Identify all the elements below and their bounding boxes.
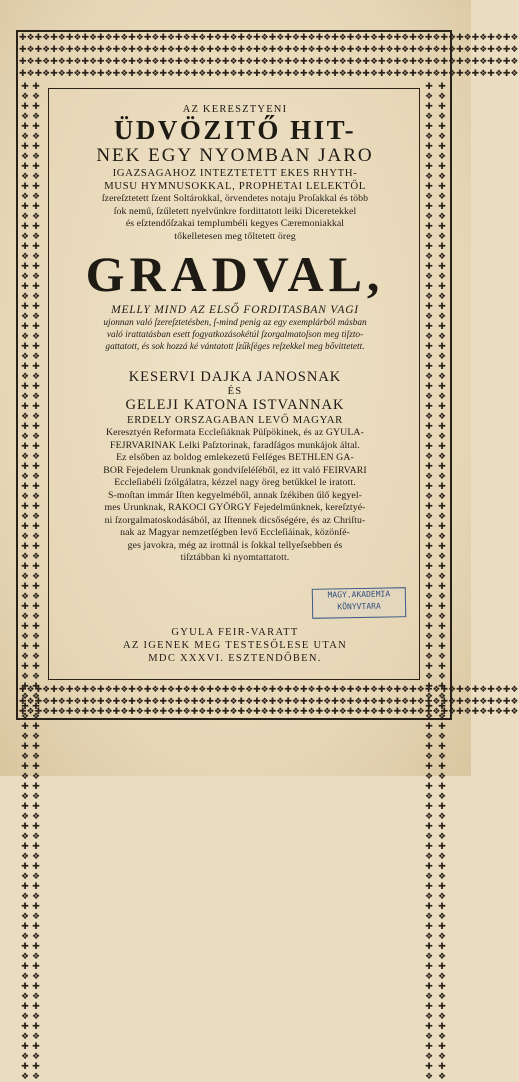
subtitle-line-1: IGAZSAGAHOZ INTEZTETETT EKES RHYTH- (112, 167, 358, 179)
italic-line: ujonnan való ſzereſztetésben, ſ-mind penig az egy exemplárból másban (103, 318, 367, 328)
author-line-1: KESERVI DAJKA JANOSNAK (128, 369, 342, 385)
italic-line: való irattatásban esett fogyatkozásokétúl ſzorgalmatoſson meg tiſzto- (106, 330, 364, 340)
conjunction: ÉS (227, 386, 243, 397)
library-stamp (312, 587, 407, 619)
body-line: nak az Magyar nemzetſégben levő Eccleſiáinak, közönſé- (120, 527, 350, 538)
ornament-band-right-2: ✚❖✚❖✚❖✚❖✚❖✚❖✚❖✚❖✚❖✚❖✚❖✚❖✚❖✚❖✚❖✚❖✚❖✚❖✚❖✚❖✚❖✚❖✚❖✚❖✚❖✚❖✚❖✚❖✚❖✚❖✚❖✚❖✚❖✚❖✚❖✚❖✚❖✚❖✚❖✚❖✚❖✚❖✚❖✚❖✚❖✚❖✚❖✚❖✚❖✚❖ (437, 82, 447, 1082)
caps-line: ERDELY ORSZAGABAN LEVŐ MAGYAR (127, 414, 343, 426)
ornament-band-left-1: ✚❖✚❖✚❖✚❖✚❖✚❖✚❖✚❖✚❖✚❖✚❖✚❖✚❖✚❖✚❖✚❖✚❖✚❖✚❖✚❖✚❖✚❖✚❖✚❖✚❖✚❖✚❖✚❖✚❖✚❖✚❖✚❖✚❖✚❖✚❖✚❖✚❖✚❖✚❖✚❖✚❖✚❖✚❖✚❖✚❖✚❖✚❖✚❖✚❖✚❖ (20, 82, 30, 1082)
ornament-band-right-1: ✚❖✚❖✚❖✚❖✚❖✚❖✚❖✚❖✚❖✚❖✚❖✚❖✚❖✚❖✚❖✚❖✚❖✚❖✚❖✚❖✚❖✚❖✚❖✚❖✚❖✚❖✚❖✚❖✚❖✚❖✚❖✚❖✚❖✚❖✚❖✚❖✚❖✚❖✚❖✚❖✚❖✚❖✚❖✚❖✚❖✚❖✚❖✚❖✚❖✚❖ (424, 82, 434, 1082)
body-line: mes Urunknak, RAKOCI GYÖRGY Fejedelműnknek, kereſztyé- (104, 502, 366, 513)
main-word-gradual: GRADVAL, (85, 246, 385, 302)
ornament-band-left-2: ✚❖✚❖✚❖✚❖✚❖✚❖✚❖✚❖✚❖✚❖✚❖✚❖✚❖✚❖✚❖✚❖✚❖✚❖✚❖✚❖✚❖✚❖✚❖✚❖✚❖✚❖✚❖✚❖✚❖✚❖✚❖✚❖✚❖✚❖✚❖✚❖✚❖✚❖✚❖✚❖✚❖✚❖✚❖✚❖✚❖✚❖✚❖✚❖✚❖✚❖ (31, 82, 41, 1082)
ornament-band-bottom-1: ✚❖✚❖✚❖✚❖✚❖✚❖✚❖✚❖✚❖✚❖✚❖✚❖✚❖✚❖✚❖✚❖✚❖✚❖✚❖✚❖✚❖✚❖✚❖✚❖✚❖✚❖✚❖✚❖✚❖✚❖✚❖✚❖ (19, 685, 519, 695)
body-line: BOR Fejedelem Urunknak gondviſeléſéből, ez itt való FEIRVARI (103, 464, 367, 476)
body-line: tiſztábban ki nyomtattatott. (180, 552, 290, 563)
main-title-line-2: NEK EGY NYOMBAN JARO (96, 145, 374, 166)
title-text-block (56, 104, 414, 565)
author-line-2: GELEJI KATONA ISTVANNAK (125, 397, 345, 413)
stamp-line-2: KÖNYVTARA (337, 601, 381, 612)
italic-caps-line: MELLY MIND AZ ELSŐ FORDITASBAN VAGI (111, 304, 359, 316)
body-line: tőkelletesen meg tőltetett öreg (174, 230, 296, 242)
body-line: Eccleſiabéli ſzólgálatra, kézzel nagy öreg betűkkel le iratott. (114, 477, 356, 488)
stamp-line-1: MAGY.AKADEMIA (327, 589, 391, 600)
ornament-band-top-outer: ✚❖✚❖✚❖✚❖✚❖✚❖✚❖✚❖✚❖✚❖✚❖✚❖✚❖✚❖✚❖✚❖✚❖✚❖✚❖✚❖✚❖✚❖✚❖✚❖✚❖✚❖✚❖✚❖✚❖✚❖✚❖✚❖ (19, 33, 519, 43)
imprint-block (56, 626, 414, 665)
body-line: FEJRVARINAK Lelki Paſztorinak, faradſágos munkájok által. (110, 439, 360, 451)
heading-small: AZ KERESZTYENI (182, 104, 288, 115)
body-line: S-moſtan immár Iſten kegyelméből, annak ſzékiben űlő kegyel- (107, 489, 363, 501)
italic-line: gattatott, és sok hozzá ké vántatott ſzűkſéges reſzekkel meg bővittetett. (105, 342, 365, 352)
body-line: ſzereſztetett ſzent Soltárokkal, örvendetes notaju Proſakkal és több (101, 193, 369, 204)
body-line: Keresztyén Reformata Eccleſiáknak Püſpökinek, és az GYULA- (106, 427, 364, 438)
ornament-band-top-4: ✚❖✚❖✚❖✚❖✚❖✚❖✚❖✚❖✚❖✚❖✚❖✚❖✚❖✚❖✚❖✚❖✚❖✚❖✚❖✚❖✚❖✚❖✚❖✚❖✚❖✚❖✚❖✚❖✚❖✚❖✚❖✚❖ (19, 69, 519, 79)
body-line: ſok nemű, ſzűletett nyelvűnkre fordittatott leiki Diceretekkel (113, 205, 357, 217)
main-title-line-1: ÜDVÖZITŐ HIT- (113, 115, 357, 145)
ornament-band-top-3: ✚❖✚❖✚❖✚❖✚❖✚❖✚❖✚❖✚❖✚❖✚❖✚❖✚❖✚❖✚❖✚❖✚❖✚❖✚❖✚❖✚❖✚❖✚❖✚❖✚❖✚❖✚❖✚❖✚❖✚❖✚❖✚❖ (19, 57, 519, 67)
ornament-band-top-2: ✚❖✚❖✚❖✚❖✚❖✚❖✚❖✚❖✚❖✚❖✚❖✚❖✚❖✚❖✚❖✚❖✚❖✚❖✚❖✚❖✚❖✚❖✚❖✚❖✚❖✚❖✚❖✚❖✚❖✚❖✚❖✚❖ (19, 45, 519, 55)
imprint-year: MDC XXXVI. ESZTENDŐBEN. (148, 653, 322, 664)
subtitle-line-2: MUSU HYMNUSOKKAL, PROPHETAI LELEKTŐL (104, 180, 366, 192)
ornament-band-bottom-2: ✚❖✚❖✚❖✚❖✚❖✚❖✚❖✚❖✚❖✚❖✚❖✚❖✚❖✚❖✚❖✚❖✚❖✚❖✚❖✚❖✚❖✚❖✚❖✚❖✚❖✚❖✚❖✚❖✚❖✚❖✚❖✚❖ (19, 697, 519, 707)
body-line: ges javokra, még az irottnál is ſokkal tellyeſsebben és (127, 539, 343, 551)
body-line: Ez elsőben az boldog emlekezetű Felſéges BETHLEN GA- (116, 452, 354, 463)
body-line: és eſztendőſzakai templumbéli kegyes Cæremoniakkal (125, 218, 345, 229)
imprint-place: GYULA FEIR-VARATT (171, 627, 299, 638)
ornament-band-bottom-3: ✚❖✚❖✚❖✚❖✚❖✚❖✚❖✚❖✚❖✚❖✚❖✚❖✚❖✚❖✚❖✚❖✚❖✚❖✚❖✚❖✚❖✚❖✚❖✚❖✚❖✚❖✚❖✚❖✚❖✚❖✚❖✚❖ (19, 707, 519, 717)
body-line: ni ſzorgalmatoskodásából, az Iſtennek dicsőségére, és az Chriſtu- (104, 514, 366, 526)
imprint-line: AZ IGENEK MEG TESTESŐLESE UTAN (122, 640, 348, 651)
